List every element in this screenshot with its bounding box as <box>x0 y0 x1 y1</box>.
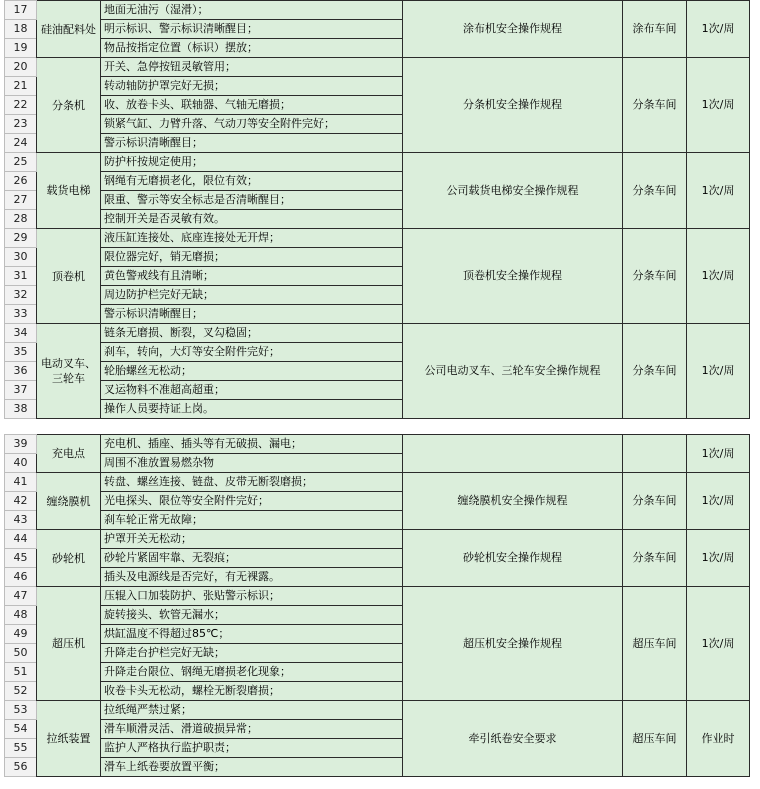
department-cell <box>623 435 687 473</box>
row-number-cell: 39 <box>5 435 37 454</box>
inspection-table-part-1 <box>4 0 750 419</box>
check-item-cell: 烘缸温度不得超过85℃； <box>101 625 403 644</box>
table-row <box>5 701 750 720</box>
row-number-cell: 55 <box>5 739 37 758</box>
check-item-cell: 转盘、螺丝连接、链盘、皮带无断裂磨损； <box>101 473 403 492</box>
check-item-cell: 压辊入口加装防护、张贴警示标识； <box>101 587 403 606</box>
department-cell: 超压车间 <box>623 701 687 777</box>
frequency-cell: 作业时 <box>687 701 750 777</box>
check-item-cell: 监护人严格执行监护职责； <box>101 739 403 758</box>
equipment-cell: 分条机 <box>37 58 101 153</box>
equipment-cell: 顶卷机 <box>37 229 101 324</box>
procedure-cell: 砂轮机安全操作规程 <box>403 530 623 587</box>
procedure-cell: 公司载货电梯安全操作规程 <box>403 153 623 229</box>
row-number-cell: 24 <box>5 134 37 153</box>
procedure-cell: 超压机安全操作规程 <box>403 587 623 701</box>
department-cell: 超压车间 <box>623 587 687 701</box>
row-number-cell: 40 <box>5 454 37 473</box>
equipment-cell: 缠绕膜机 <box>37 473 101 530</box>
department-cell: 分条车间 <box>623 229 687 324</box>
row-number-cell: 29 <box>5 229 37 248</box>
check-item-cell: 周边防护栏完好无缺； <box>101 286 403 305</box>
row-number-cell: 51 <box>5 663 37 682</box>
row-number-cell: 46 <box>5 568 37 587</box>
table-row <box>5 587 750 606</box>
check-item-cell: 升降走台护栏完好无缺； <box>101 644 403 663</box>
table-row <box>5 473 750 492</box>
check-item-cell: 转动轴防护罩完好无损； <box>101 77 403 96</box>
row-number-cell: 38 <box>5 400 37 419</box>
check-item-cell: 旋转接头、软管无漏水； <box>101 606 403 625</box>
table-row <box>5 153 750 172</box>
row-number-cell: 20 <box>5 58 37 77</box>
procedure-cell: 分条机安全操作规程 <box>403 58 623 153</box>
table-body <box>5 1 750 419</box>
check-item-cell: 收卷卡头无松动，螺栓无断裂磨损； <box>101 682 403 701</box>
check-item-cell: 砂轮片紧固牢靠、无裂痕； <box>101 549 403 568</box>
check-item-cell: 限重、警示等安全标志是否清晰醒目； <box>101 191 403 210</box>
check-item-cell: 护罩开关无松动； <box>101 530 403 549</box>
check-item-cell: 防护杆按规定使用； <box>101 153 403 172</box>
procedure-cell: 顶卷机安全操作规程 <box>403 229 623 324</box>
check-item-cell: 黄色警戒线有且清晰； <box>101 267 403 286</box>
inspection-table <box>4 0 750 419</box>
check-item-cell: 充电机、插座、插头等有无破损、漏电； <box>101 435 403 454</box>
check-item-cell: 明示标识、警示标识清晰醒目； <box>101 20 403 39</box>
row-number-cell: 28 <box>5 210 37 229</box>
department-cell: 涂布车间 <box>623 1 687 58</box>
procedure-cell: 缠绕膜机安全操作规程 <box>403 473 623 530</box>
check-item-cell: 地面无油污（湿滑）； <box>101 1 403 20</box>
frequency-cell: 1次/周 <box>687 1 750 58</box>
row-number-cell: 26 <box>5 172 37 191</box>
row-number-cell: 50 <box>5 644 37 663</box>
section-gap <box>0 427 760 434</box>
check-item-cell: 锁紧气缸、力臂升落、气动刀等安全附件完好； <box>101 115 403 134</box>
check-item-cell: 升降走台限位、钢绳无磨损老化现象； <box>101 663 403 682</box>
row-number-cell: 37 <box>5 381 37 400</box>
row-number-cell: 44 <box>5 530 37 549</box>
check-item-cell: 周围不准放置易燃杂物 <box>101 454 403 473</box>
table-row <box>5 324 750 343</box>
frequency-cell: 1次/周 <box>687 58 750 153</box>
check-item-cell: 拉纸绳严禁过紧； <box>101 701 403 720</box>
row-number-cell: 33 <box>5 305 37 324</box>
table-row <box>5 58 750 77</box>
department-cell: 分条车间 <box>623 58 687 153</box>
table-row <box>5 1 750 20</box>
equipment-cell: 拉纸装置 <box>37 701 101 777</box>
frequency-cell: 1次/周 <box>687 229 750 324</box>
row-number-cell: 36 <box>5 362 37 381</box>
department-cell: 分条车间 <box>623 530 687 587</box>
procedure-cell: 牵引纸卷安全要求 <box>403 701 623 777</box>
check-item-cell: 警示标识清晰醒目； <box>101 305 403 324</box>
row-number-cell: 25 <box>5 153 37 172</box>
row-number-cell: 19 <box>5 39 37 58</box>
table-row <box>5 530 750 549</box>
row-number-cell: 30 <box>5 248 37 267</box>
inspection-table-part-2 <box>4 434 750 777</box>
row-number-cell: 41 <box>5 473 37 492</box>
row-number-cell: 49 <box>5 625 37 644</box>
procedure-cell: 涂布机安全操作规程 <box>403 1 623 58</box>
row-number-cell: 47 <box>5 587 37 606</box>
equipment-cell: 硅油配料处 <box>37 1 101 58</box>
frequency-cell: 1次/周 <box>687 473 750 530</box>
row-number-cell: 31 <box>5 267 37 286</box>
equipment-cell: 充电点 <box>37 435 101 473</box>
row-number-cell: 53 <box>5 701 37 720</box>
row-number-cell: 27 <box>5 191 37 210</box>
equipment-cell: 砂轮机 <box>37 530 101 587</box>
check-item-cell: 刹车，转向，大灯等安全附件完好； <box>101 343 403 362</box>
check-item-cell: 液压缸连接处、底座连接处无开焊； <box>101 229 403 248</box>
row-number-cell: 54 <box>5 720 37 739</box>
check-item-cell: 钢绳有无磨损老化，限位有效； <box>101 172 403 191</box>
row-number-cell: 18 <box>5 20 37 39</box>
check-item-cell: 限位器完好，销无磨损； <box>101 248 403 267</box>
check-item-cell: 叉运物料不准超高超重； <box>101 381 403 400</box>
department-cell: 分条车间 <box>623 153 687 229</box>
check-item-cell: 光电探头、限位等安全附件完好； <box>101 492 403 511</box>
table-row <box>5 435 750 454</box>
procedure-cell <box>403 435 623 473</box>
table-row <box>5 229 750 248</box>
check-item-cell: 插头及电源线是否完好，有无裸露。 <box>101 568 403 587</box>
check-item-cell: 操作人员要持证上岗。 <box>101 400 403 419</box>
check-item-cell: 警示标识清晰醒目； <box>101 134 403 153</box>
row-number-cell: 56 <box>5 758 37 777</box>
row-number-cell: 35 <box>5 343 37 362</box>
row-number-cell: 52 <box>5 682 37 701</box>
department-cell: 分条车间 <box>623 324 687 419</box>
row-number-cell: 48 <box>5 606 37 625</box>
check-item-cell: 开关、急停按钮灵敏管用； <box>101 58 403 77</box>
procedure-cell: 公司电动叉车、三轮车安全操作规程 <box>403 324 623 419</box>
row-number-cell: 23 <box>5 115 37 134</box>
equipment-cell: 载货电梯 <box>37 153 101 229</box>
check-item-cell: 控制开关是否灵敏有效。 <box>101 210 403 229</box>
equipment-cell: 电动叉车、三轮车 <box>37 324 101 419</box>
frequency-cell: 1次/周 <box>687 530 750 587</box>
check-item-cell: 刹车轮正常无故障； <box>101 511 403 530</box>
row-number-cell: 42 <box>5 492 37 511</box>
check-item-cell: 链条无磨损、断裂，叉勾稳固； <box>101 324 403 343</box>
row-number-cell: 17 <box>5 1 37 20</box>
row-number-cell: 45 <box>5 549 37 568</box>
check-item-cell: 滑车上纸卷要放置平衡； <box>101 758 403 777</box>
row-number-cell: 21 <box>5 77 37 96</box>
table-body <box>5 435 750 777</box>
check-item-cell: 收、放卷卡头、联轴器、气轴无磨损； <box>101 96 403 115</box>
frequency-cell: 1次/周 <box>687 153 750 229</box>
inspection-table <box>4 434 750 777</box>
row-number-cell: 34 <box>5 324 37 343</box>
check-item-cell: 轮胎螺丝无松动； <box>101 362 403 381</box>
row-number-cell: 43 <box>5 511 37 530</box>
frequency-cell: 1次/周 <box>687 435 750 473</box>
department-cell: 分条车间 <box>623 473 687 530</box>
check-item-cell: 物品按指定位置（标识）摆放； <box>101 39 403 58</box>
row-number-cell: 32 <box>5 286 37 305</box>
row-number-cell: 22 <box>5 96 37 115</box>
frequency-cell: 1次/周 <box>687 587 750 701</box>
equipment-cell: 超压机 <box>37 587 101 701</box>
check-item-cell: 滑车顺滑灵活、滑道破损异常； <box>101 720 403 739</box>
frequency-cell: 1次/周 <box>687 324 750 419</box>
